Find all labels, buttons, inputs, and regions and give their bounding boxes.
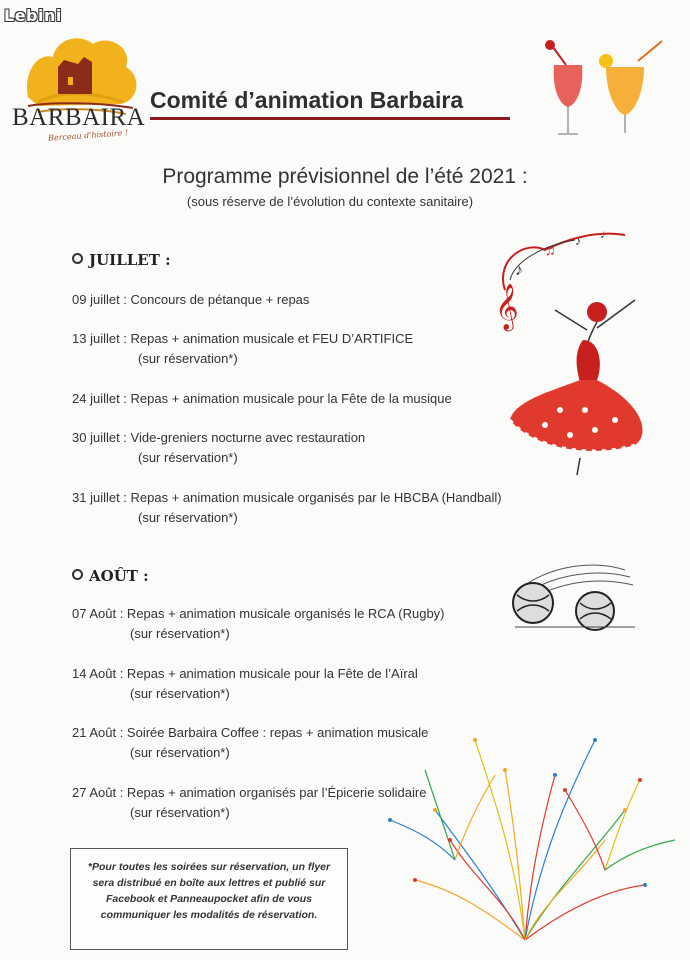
event-text: 30 juillet : Vide-greniers nocturne avec restauration	[72, 430, 366, 445]
event-text: 31 juillet : Repas + animation musicale organisés par le HBCBA (Handball)	[72, 490, 502, 505]
event-item	[72, 389, 452, 409]
event-text: 07 Août : Repas + animation musicale organisés le RCA (Rugby)	[72, 606, 445, 621]
programme-subtitle: (sous réserve de l’évolution du contexte sanitaire)	[186, 194, 474, 209]
event-note: (sur réservation*)	[130, 745, 230, 760]
logo-name: BARBAIRA	[12, 104, 146, 131]
svg-text:♫: ♫	[545, 242, 556, 258]
event-text: 21 Août : Soirée Barbaira Coffee : repas + animation musicale	[72, 725, 429, 740]
event-note: (sur réservation*)	[130, 686, 230, 701]
month-heading-juillet: JUILLET :	[72, 251, 171, 269]
event-item	[72, 290, 309, 310]
circle-bullet-icon	[72, 569, 83, 580]
event-note: (sur réservation*)	[138, 450, 238, 465]
event-item	[72, 428, 365, 468]
event-item	[72, 488, 502, 528]
event-text: 24 juillet : Repas + animation musicale pour la Fête de la musique	[72, 391, 452, 406]
circle-bullet-icon	[72, 253, 83, 264]
cocktail-glasses-icon	[540, 35, 670, 140]
svg-text:♩: ♩	[600, 227, 612, 241]
logo-tagline: Berceau d'histoire !	[47, 128, 129, 143]
petanque-boules-icon	[505, 555, 645, 640]
event-text: 13 juillet : Repas + animation musicale et FEU D’ARTIFICE	[72, 331, 414, 346]
committee-title: Comité d’animation Barbaira	[150, 87, 464, 113]
event-note: (sur réservation*)	[138, 510, 238, 525]
event-text: 14 Août : Repas + animation musicale pour la Fête de l’Aïral	[72, 666, 418, 681]
event-note: (sur réservation*)	[130, 626, 230, 641]
svg-text:♪: ♪	[575, 234, 581, 248]
event-item	[72, 604, 445, 644]
reservation-note-box	[70, 848, 348, 950]
reservation-note: *Pour toutes les soirées sur réservation, un flyer sera distribué en boîte aux lettres et publié sur Facebook et Panneaupocket afin de vous communiquer les modalités de réservation.	[87, 861, 331, 921]
programme-title: Programme prévisionnel de l’été 2021 :	[162, 165, 528, 188]
month-heading-aout: AOÛT :	[72, 567, 149, 585]
event-item	[72, 329, 413, 369]
fireworks-illustration	[355, 680, 685, 960]
watermark: Lebini	[4, 6, 62, 25]
event-note: (sur réservation*)	[130, 805, 230, 820]
svg-text:♪: ♪	[515, 262, 523, 279]
title-underline	[150, 117, 510, 120]
event-text: 09 juillet : Concours de pétanque + repas	[72, 292, 310, 307]
event-text: 27 Août : Repas + animation organisés par l’Épicerie solidaire	[72, 785, 427, 800]
event-note: (sur réservation*)	[138, 351, 238, 366]
dancer-illustration	[485, 220, 660, 485]
svg-text:𝄞: 𝄞	[495, 285, 519, 329]
